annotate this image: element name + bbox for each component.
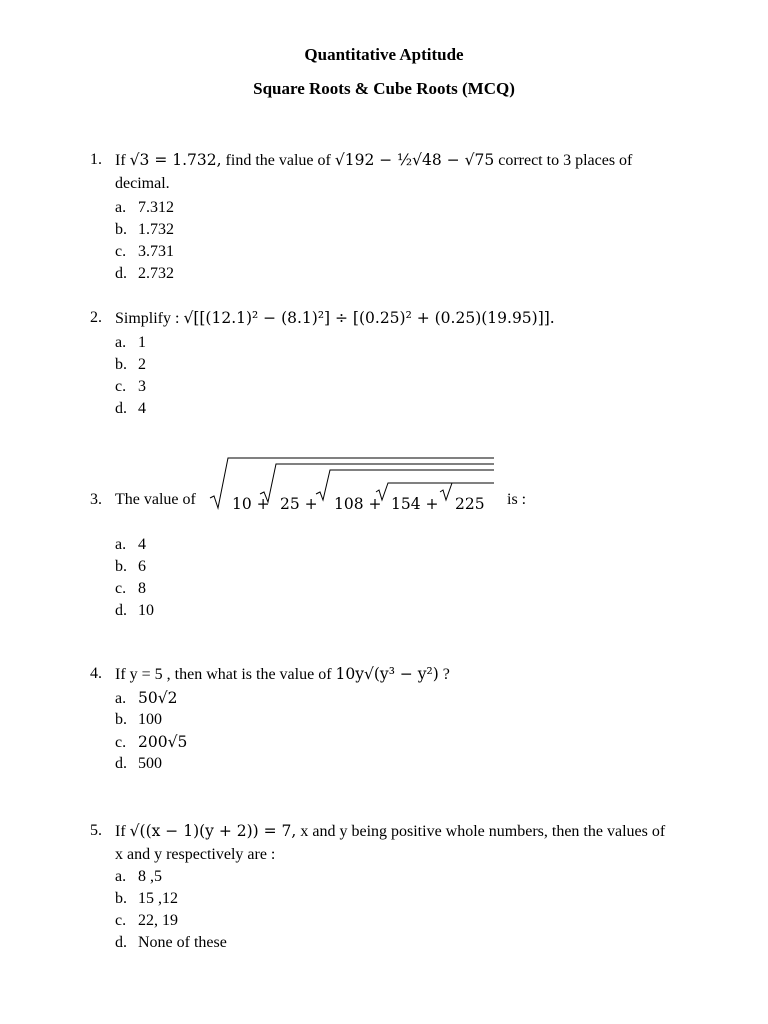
option-c: c. 200√5 (115, 733, 188, 751)
math-expression: √192 − ½√48 − √75 (334, 151, 495, 169)
question-text: If √((x − 1)(y + 2)) = 7, x and y being positive whole numbers, then the values of (115, 822, 666, 840)
question-text-continued: x and y respectively are : (115, 846, 276, 863)
question-text: Simplify : √[[(12.1)² − (8.1)²] ÷ [(0.25)² + (0.25)(19.95)]]. (115, 309, 555, 327)
option-c: c. 22, 19 (115, 912, 178, 929)
option-b: b. 100 (115, 711, 162, 728)
options-list (115, 866, 227, 954)
options-list (115, 332, 146, 420)
question-number: 1. (90, 151, 102, 168)
option-a: a. 1 (115, 334, 146, 351)
question-text-end: is : (507, 491, 527, 508)
option-a: a. 7.312 (115, 199, 174, 216)
question-number: 3. (90, 491, 102, 508)
option-d: d. 10 (115, 602, 154, 619)
option-c: c. 3.731 (115, 243, 174, 260)
math-expression: 10y√(y³ − y²) (335, 665, 439, 683)
option-b: b. 1.732 (115, 221, 174, 238)
document-title: Quantitative Aptitude (304, 45, 464, 64)
option-b: b. 15 ,12 (115, 890, 178, 907)
term-5: 225 (455, 495, 485, 510)
term-1: 10 + (232, 495, 270, 510)
term-3: 108 + (334, 495, 382, 510)
option-d: d. 4 (115, 400, 146, 417)
options-list (115, 197, 174, 285)
document-subtitle: Square Roots & Cube Roots (MCQ) (253, 79, 515, 98)
question-2 (90, 306, 730, 417)
question-number: 4. (90, 665, 102, 682)
option-d: d. None of these (115, 934, 227, 951)
option-c: c. 3 (115, 378, 146, 395)
option-c: c. 8 (115, 580, 146, 597)
nested-radical (208, 450, 508, 510)
question-text-continued: decimal. (115, 175, 170, 192)
question-4 (90, 662, 730, 772)
options-list (115, 687, 187, 775)
question-number: 5. (90, 822, 102, 839)
question-text: If √3 = 1.732, find the value of √192 − ½√48 − √75 correct to 3 places of (115, 151, 633, 169)
question-text: If y = 5 , then what is the value of 10y√(y³ − y²) ? (115, 665, 450, 683)
term-4: 154 + (391, 495, 439, 510)
option-a: a. 4 (115, 536, 146, 553)
option-b: b. 6 (115, 558, 146, 575)
math-expression: √((x − 1)(y + 2)) = 7, (129, 822, 297, 840)
option-d: d. 500 (115, 755, 162, 772)
options-list (115, 534, 154, 622)
option-d: d. 2.732 (115, 265, 174, 282)
question-5 (90, 819, 730, 951)
option-a: a. 8 ,5 (115, 868, 162, 885)
question-number: 2. (90, 309, 102, 326)
math-expression: √[[(12.1)² − (8.1)²] ÷ [(0.25)² + (0.25)(19.95)]]. (183, 309, 555, 327)
question-1 (90, 148, 730, 282)
option-a: a. 50√2 (115, 689, 178, 707)
math-given: √3 = 1.732, (129, 151, 222, 169)
question-text: The value of (115, 491, 196, 508)
option-b: b. 2 (115, 356, 146, 373)
term-2: 25 + (280, 495, 318, 510)
